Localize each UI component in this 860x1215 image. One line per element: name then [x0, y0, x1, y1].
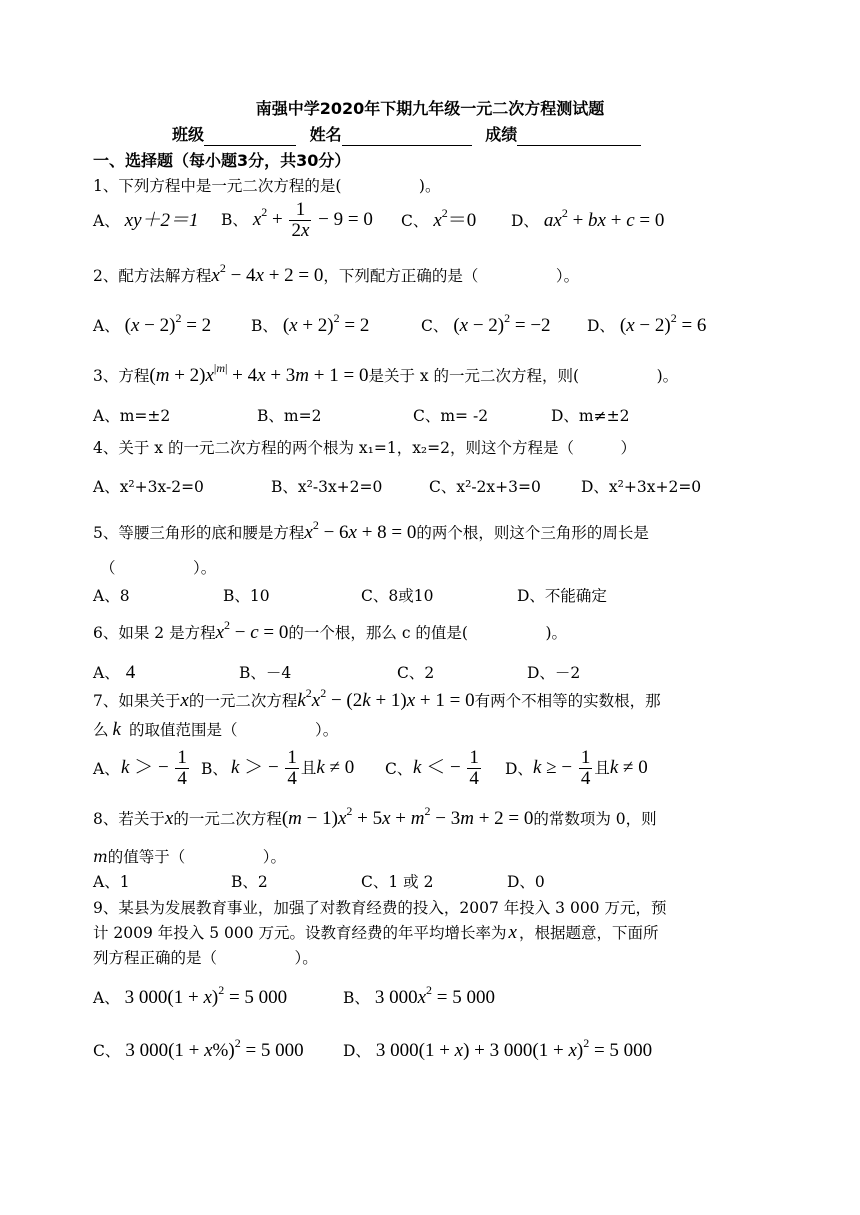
- q8-options: [93, 871, 813, 893]
- q6-stem: 6、如果 2 是方程$x^2 - c = 0$的一个根，那么 c 的值是( )。: [93, 618, 568, 643]
- section-heading: 一、选择题（每小题3分，共30分）: [93, 151, 351, 170]
- q9-option-c[interactable]: C、: [93, 1042, 121, 1060]
- q8-option-d[interactable]: D、0: [507, 873, 545, 891]
- q6-option-b[interactable]: B、－4: [239, 664, 292, 682]
- q1-option-d-expr: $ax^2$ + bx + c = 0: [543, 206, 665, 231]
- name-label: 姓名: [309, 125, 342, 144]
- q7-option-b[interactable]: B、: [201, 760, 228, 778]
- q1-option-c[interactable]: C、: [401, 212, 429, 230]
- q9-option-d[interactable]: D、: [343, 1042, 371, 1060]
- q2-options: A、 $(x - 2)^2 = 2$ B、 $(x + 2)^2 = 2$ C、 $(x - 2)^2 = -2$ D、 $(x - 2)^2 = 6$: [93, 311, 707, 336]
- q9-option-b[interactable]: B、: [343, 989, 370, 1007]
- q3-option-b[interactable]: B、m=2: [257, 407, 322, 425]
- q3-option-a[interactable]: A、m=±2: [93, 407, 171, 425]
- q9-line2: 计 2009 年投入 5 000 万元。设教育经费的年平均增长率为 x ，根据题意，下面所: [93, 922, 659, 943]
- q7-option-c[interactable]: C、: [385, 760, 413, 778]
- q9-line3: 列方程正确的是（ ）。: [93, 949, 318, 967]
- q1-option-b[interactable]: B、: [221, 210, 248, 229]
- q3-option-c[interactable]: C、m= -2: [413, 407, 489, 425]
- q8-option-b[interactable]: B、2: [231, 873, 268, 891]
- q9-options-row2: C、 3 $000(1 + x\%)^2 = 5$ 000 D、 3 000(1 + x) + 3 $000(1 + x)^2 = 5$ 000: [93, 1036, 653, 1061]
- q7-option-d[interactable]: D、: [505, 760, 533, 778]
- class-label: 班级: [172, 125, 205, 144]
- name-blank[interactable]: [342, 129, 472, 146]
- q2-option-b[interactable]: B、: [251, 317, 278, 335]
- q8-stem: 8、若关于x的一元二次方程$(m - 1)x^2 + 5x + m^2 - 3m + 2 = 0$的常数项为 0，则: [93, 804, 657, 829]
- q5-option-d[interactable]: D、不能确定: [517, 587, 607, 605]
- q2-option-a[interactable]: A、: [93, 317, 120, 335]
- q5-options: [93, 585, 813, 607]
- score-blank[interactable]: [517, 129, 641, 146]
- q1-option-b-expr: $x^2$ + $\frac{1}{2x}$ − 9 = 0: [252, 199, 373, 241]
- q2-option-d[interactable]: D、: [587, 317, 615, 335]
- class-blank[interactable]: [204, 129, 296, 146]
- q6-option-a[interactable]: A、: [93, 664, 120, 682]
- q9-options-row1: A、 3 $000(1 + x)^2 = 5$ 000 B、 3 $000x^2 = 5$ 000: [93, 983, 495, 1008]
- q3-stem: 3、方程$(m + 2)x^{|m|} + 4x + 3m + 1 = 0$是关于 x 的一元二次方程，则( )。: [93, 361, 679, 386]
- q9-option-a[interactable]: A、: [93, 989, 120, 1007]
- q6-option-c[interactable]: C、2: [397, 664, 435, 682]
- q9-line1: 9、某县为发展教育事业，加强了对教育经费的投入，2007 年投入 3 000 万元，预: [93, 899, 667, 917]
- q2-option-c[interactable]: C、: [421, 317, 449, 335]
- q5-option-c[interactable]: C、8或10: [361, 587, 434, 605]
- q1-option-d[interactable]: D、: [511, 212, 539, 230]
- q5-option-a[interactable]: A、8: [93, 587, 130, 605]
- q1-options: [93, 199, 813, 248]
- q7-option-a[interactable]: A、: [93, 760, 120, 778]
- q4-option-a[interactable]: A、x²+3x-2=0: [93, 478, 204, 496]
- q3-option-d[interactable]: D、m≠±2: [551, 407, 630, 425]
- q4-option-c[interactable]: C、x²-2x+3=0: [429, 478, 541, 496]
- q7-stem: 7、如果关于x的一元二次方程$k^2x^2 - (2k + 1)x + 1 = 0$有两个不相等的实数根，那: [93, 686, 661, 711]
- q1-option-c-expr: $x^2=0$: [433, 206, 477, 231]
- q4-option-d[interactable]: D、x²+3x+2=0: [581, 478, 702, 496]
- q5-option-b[interactable]: B、10: [223, 587, 270, 605]
- q1-option-a[interactable]: A、: [93, 212, 120, 230]
- q6-option-d[interactable]: D、－2: [527, 664, 581, 682]
- score-label: 成绩: [485, 125, 518, 144]
- q4-stem: 4、关于 x 的一元二次方程的两个根为 x₁=1，x₂=2，则这个方程是（ ）: [93, 439, 636, 457]
- q3-options: [93, 405, 813, 427]
- q1-stem: 1、下列方程中是一元二次方程的是( )。: [93, 177, 441, 195]
- q7-options: A、 k ＞ − $\frac{1}{4}$ B、 k ＞ − $\frac{1}{4}$ 且k ≠ 0 C、 k ＜ − $\frac{1}{4}$ D、 k ≥ − $\frac{1}{4}$ 且k ≠ 0: [93, 747, 648, 789]
- q7-stem-line2: 么 k 的取值范围是（ ）。: [93, 719, 339, 740]
- q8-option-a[interactable]: A、1: [93, 873, 130, 891]
- q8-stem-line2: m的值等于（ ）。: [93, 848, 286, 866]
- q5-stem: 5、等腰三角形的底和腰是方程$x^2 - 6x + 8 = 0$的两个根，则这个三角形的周长是: [93, 518, 649, 543]
- page-title: 南强中学2020年下期九年级一元二次方程测试题: [255, 99, 605, 118]
- q1-option-a-expr: xy＋2＝1: [124, 210, 199, 231]
- q4-options: [93, 476, 813, 498]
- q2-stem: 2、配方法解方程$x^2 - 4x + 2 = 0$，下列配方正确的是（ ）。: [93, 261, 580, 286]
- q4-option-b[interactable]: B、x²-3x+2=0: [271, 478, 383, 496]
- q6-options: A、 4 B、－4 C、2 D、－2: [93, 662, 581, 683]
- q8-option-c[interactable]: C、1 或 2: [361, 873, 434, 891]
- q5-stem-line2: （ ）。: [100, 559, 217, 577]
- header-fields: [172, 124, 641, 146]
